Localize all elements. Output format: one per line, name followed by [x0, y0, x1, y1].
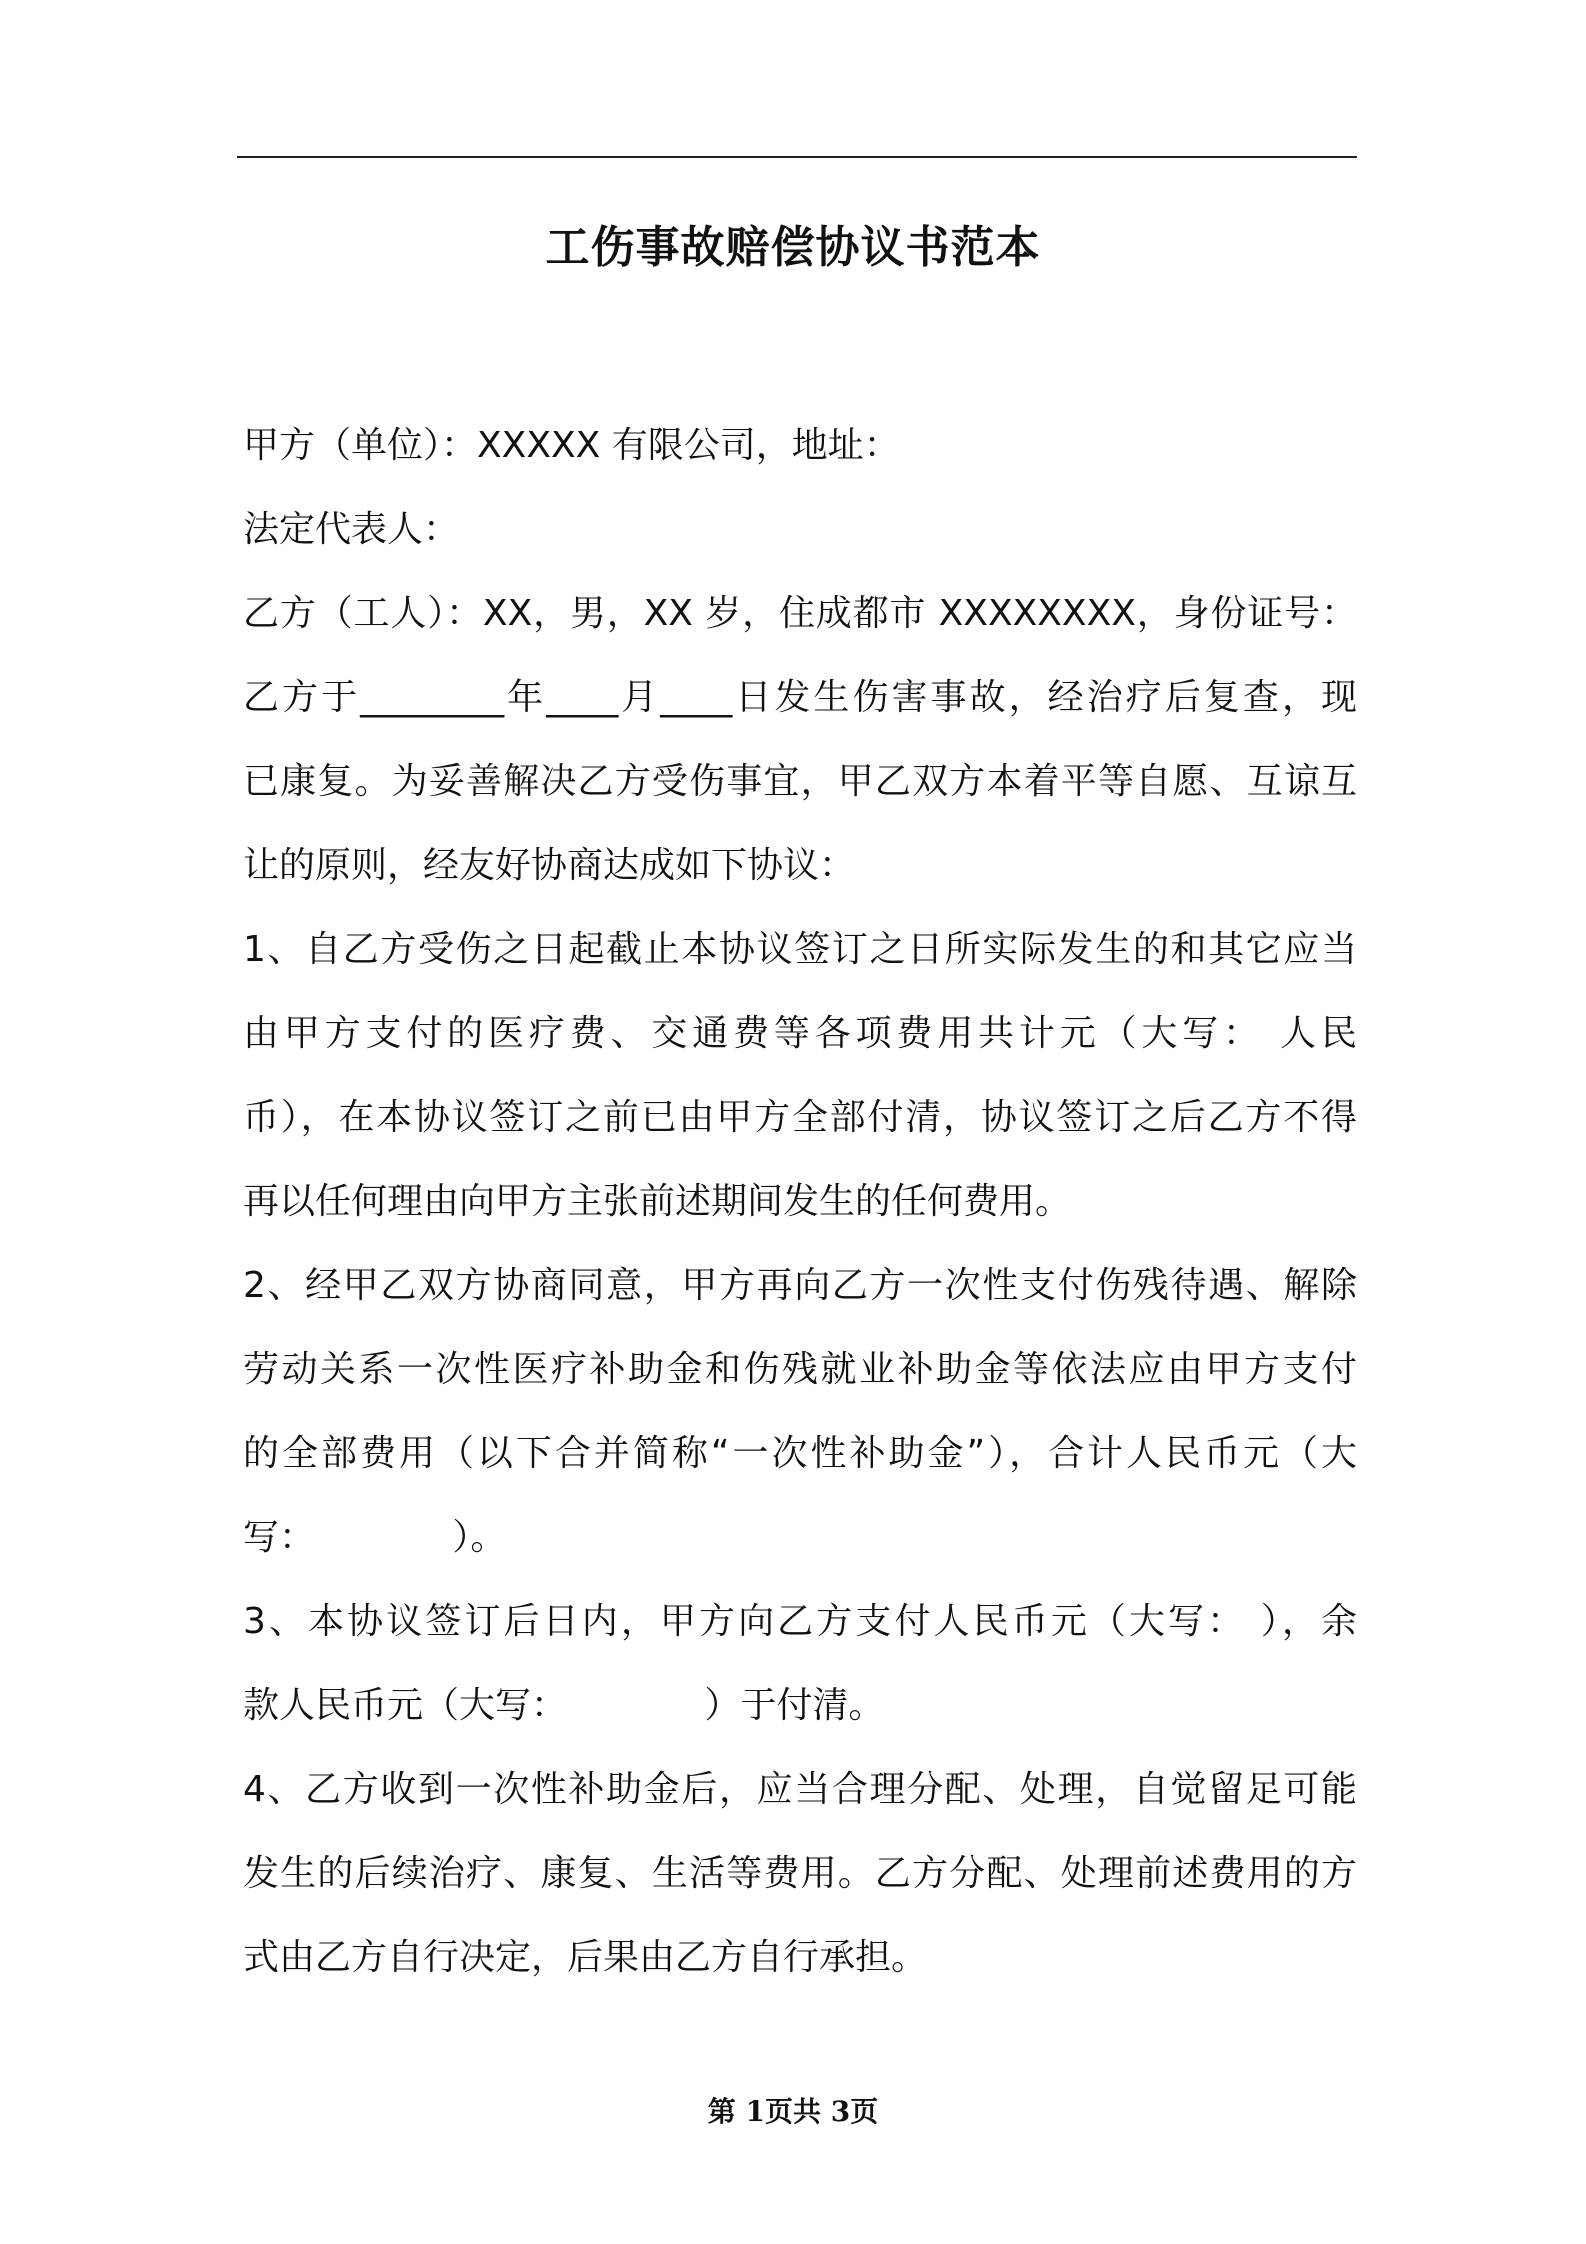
clause-1-line: 1、自乙方受伤之日起截止本协议签订之日所实际发生的和其它应当 [243, 929, 1357, 970]
clause-4-line: 4、乙方收到一次性补助金后，应当合理分配、处理，自觉留足可能 [243, 1769, 1357, 1810]
clause-2-line: 的全部费用（以下合并简称“一次性补助金”），合计人民币元（大 [243, 1433, 1357, 1474]
party-b-line: 乙方（工人）：XX，男，XX 岁，住成都市 XXXXXXXX，身份证号： [243, 593, 1357, 634]
clause-3-line: 款人民币元（大写： ）于付清。 [243, 1685, 885, 1726]
paragraph-line: 已康复。为妥善解决乙方受伤事宜，甲乙双方本着平等自愿、互谅互 [243, 761, 1357, 802]
paragraph-line: 乙方于________年____月____日发生伤害事故，经治疗后复查，现 [243, 677, 1357, 718]
clause-1-line: 由甲方支付的医疗费、交通费等各项费用共计元（大写： 人民 [243, 1013, 1357, 1054]
paragraph-line: 让的原则，经友好协商达成如下协议： [243, 845, 856, 886]
document-body [243, 404, 1357, 2000]
clause-4-line: 式由乙方自行决定，后果由乙方自行承担。 [243, 1937, 928, 1978]
page-number: 第 1页共 3页 [707, 2095, 879, 2128]
clause-2-line: 劳动关系一次性医疗补助金和伤残就业补助金等依法应由甲方支付 [243, 1349, 1357, 1390]
clause-1-line: 再以任何理由向甲方主张前述期间发生的任何费用。 [243, 1181, 1072, 1222]
clause-1-line: 币），在本协议签订之前已由甲方全部付清，协议签订之后乙方不得 [243, 1097, 1357, 1138]
legal-representative-line: 法定代表人： [243, 509, 460, 550]
party-a-line: 甲方（单位）：XXXXX 有限公司，地址： [243, 425, 900, 466]
clause-4-line: 发生的后续治疗、康复、生活等费用。乙方分配、处理前述费用的方 [243, 1853, 1357, 1894]
clause-2-line: 2、经甲乙双方协商同意，甲方再向乙方一次性支付伤残待遇、解除 [243, 1265, 1357, 1306]
document-title: 工伤事故赔偿协议书范本 [545, 222, 1041, 273]
clause-3-line: 3、本协议签订后日内，甲方向乙方支付人民币元（大写： ），余 [243, 1601, 1357, 1642]
header-rule [237, 156, 1357, 158]
clause-2-line: 写： ）。 [243, 1517, 507, 1558]
